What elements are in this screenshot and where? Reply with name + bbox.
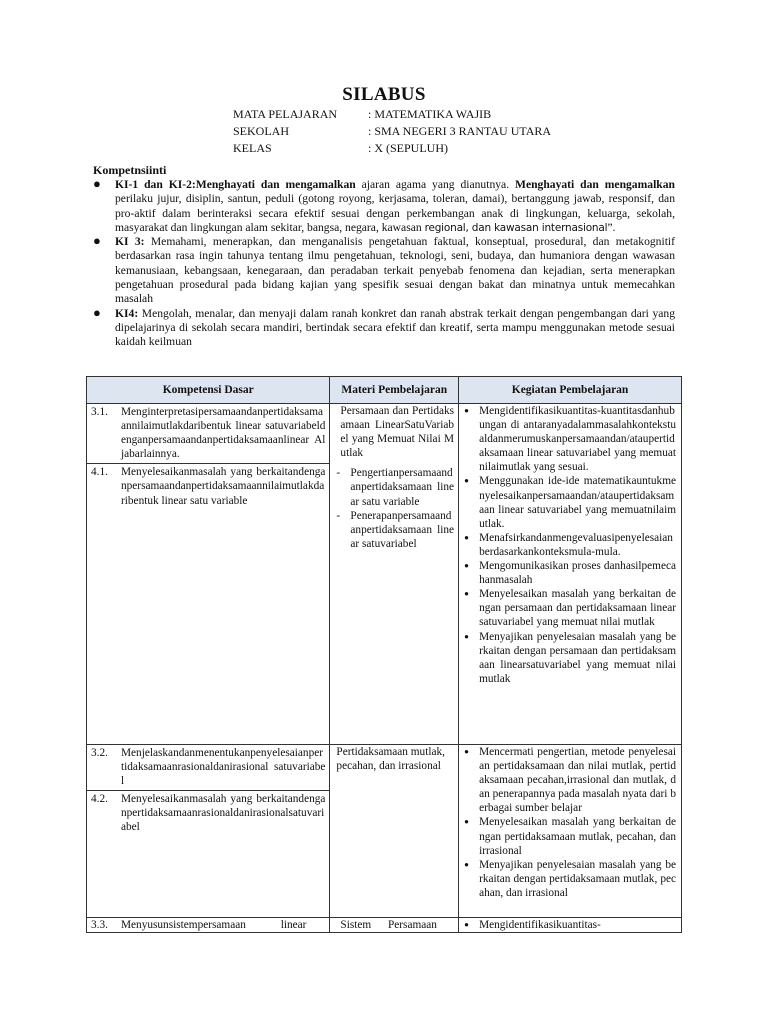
bullet-icon: ●	[93, 233, 101, 249]
materi-sub-item	[336, 509, 454, 551]
kd-cell	[87, 404, 330, 745]
kd-item	[87, 463, 329, 509]
meta-label: SEKOLAH	[233, 124, 289, 138]
ki-label: KI4:	[115, 306, 139, 320]
bullet-icon: ●	[93, 304, 101, 320]
kd-text: Menginterpretasipersamaandanpertidaksamaannilaimutlakdaribentuk linear satuvariabeldenganpersamaandanpertidaksamaanlinear Aljabarlainnya.	[121, 406, 326, 461]
kd-number: 3.2.	[91, 747, 108, 759]
bullet-icon: ●	[93, 176, 101, 191]
table-row	[87, 918, 682, 933]
header-kompetensi-dasar: Kompetensi Dasar	[87, 377, 330, 404]
list-item: ● Menafsirkandanmengevaluasipenyelesaianberdasarkankonteksmula-mula.	[463, 531, 676, 559]
kd-text: Menyelesaikanmasalah yang berkaitandenganpersamaandanpertidaksamaannilaimutlakdaribentuk linear satu variable	[121, 466, 326, 507]
ki-heading: Kompetnsiinti	[93, 163, 167, 177]
materi-sub-text: Pengertianpersamaandanpertidaksamaan linear satu variable	[350, 467, 455, 508]
kd-item	[87, 918, 329, 932]
header-materi: Materi Pembelajaran	[330, 377, 459, 404]
list-item: ● Menyajikan penyelesaian masalah yang berkaitan dengan persamaan dan pertidaksamaan linearsatuvariabel yang memuat nilai mutlak	[463, 630, 676, 686]
meta-row-school	[233, 123, 551, 140]
materi-sub-item	[336, 466, 454, 508]
meta-value: : X (SEPULUH)	[368, 141, 448, 155]
kd-text: Menyusunsistempersamaan linear	[121, 919, 307, 931]
meta-value: : MATEMATIKA WAJIB	[368, 107, 492, 121]
table-row	[87, 745, 682, 918]
dash-icon: -	[336, 509, 341, 522]
kd-cell	[87, 745, 330, 918]
kegiatan-cell	[459, 918, 682, 933]
meta-row-subject	[233, 106, 551, 123]
ki-text: Memahami, menerapkan, dan menganalisis pengetahuan faktual, konseptual, prosedural, dan metakognitif berdasarkan rasa ingin tahunya tentang ilmu pengetahuan, teknologi, seni, budaya, dan humaniora dengan wawasan kemanusiaan, kebangsaan, kenegaraan, dan peradaban terkait penyebab fenomena dan kejadian, serta menerapkan pengetahuan prosedural pada bidang kajian yang spesifik sesuai dengan bakat dan minatnya untuk memecahkan masalah	[115, 235, 675, 306]
list-item: ● Menyajikan penyelesaian masalah yang berkaitan dengan pertidaksamaan mutlak, pecahan, dan irrasional	[463, 858, 676, 900]
materi-cell	[330, 404, 459, 745]
ki-bold-text: Menghayati dan mengamalkan	[515, 178, 675, 191]
document-title: SILABUS	[342, 84, 426, 105]
list-item: ● Menyelesaikan masalah yang berkaitan dengan pertidaksamaan mutlak, pecahan, dan irrasional	[463, 815, 676, 857]
ki-item-3	[93, 235, 675, 306]
materi-cell	[330, 918, 459, 933]
ki-text-end: ”.	[607, 220, 616, 234]
ki-text: Mengolah, menalar, dan menyaji dalam ranah konkret dan ranah abstrak terkait dengan pengembangan dari yang dipelajarinya di sekolah secara mandiri, bertindak secara efektif dan kreatif, serta mampu menggunakan metode sesuai kaidah keilmuan	[115, 306, 675, 349]
ki-list	[93, 178, 675, 350]
dash-icon: -	[336, 467, 341, 480]
kegiatan-list	[459, 404, 681, 686]
kd-cell	[87, 918, 330, 933]
meta-row-class	[233, 140, 551, 157]
meta-label: MATA PELAJARAN	[233, 107, 338, 121]
meta-value: : SMA NEGERI 3 RANTAU UTARA	[368, 124, 552, 138]
list-item: ● Menyelesaikan masalah yang berkaitan dengan persamaan dan pertidaksamaan linearsatuvariabel yang memuat nilai mutlak	[463, 587, 676, 629]
header-kegiatan: Kegiatan Pembelajaran	[459, 377, 682, 404]
kd-item	[87, 745, 329, 790]
kd-number: 3.1.	[91, 406, 108, 418]
materi-cell	[330, 745, 459, 918]
ki-item-4	[93, 304, 675, 350]
ki-item-1-2	[93, 178, 675, 235]
list-item: ● Mengidentifikasikuantitas-	[463, 918, 676, 932]
materi-main: Sistem Persamaan	[340, 919, 437, 931]
materi-sub-text: Penerapanpersamaandanpertidaksamaan linear satuvariabel	[350, 509, 455, 550]
list-item: ● Mencermati pengertian, metode penyelesaian pertidaksamaan dan nilai mutlak, pertidaksamaan pecahan,irrasional dan mutlak, dan penerapannya pada masalah nyata dari berbagai sumber belajar	[463, 745, 676, 815]
materi-main: Pertidaksamaan mutlak, pecahan, dan irrasional	[336, 746, 445, 773]
kegiatan-list	[459, 745, 681, 900]
ki-text: perilaku jujur, disiplin, santun, peduli (gotong royong, kerjasama, toleran, damai), bertanggung jawab, responsif, dan pro-aktif dalam berinteraksi secara efektif sesuai dengan perkembangan anak di lingkungan, keluarga, sekolah, masyarakat dan lingkungan alam sekitar, bangsa, negara, kawasan	[115, 192, 675, 234]
table-header-row	[87, 377, 682, 404]
kd-item	[87, 790, 329, 836]
course-meta	[233, 106, 551, 157]
kegiatan-cell	[459, 745, 682, 918]
materi-sublist	[330, 466, 458, 551]
list-item: ● Mengidentifikasikuantitas-kuantitasdanhubungan di antaranyadalammasalahkontekstualdanmerumuskanpersamaandan/ataupertidaksamaan linear satuvariabel yang memuatnilaimutlak yang sesuai.	[463, 404, 676, 474]
ki-text-alt-font: regional, dan kawasan internasional	[424, 221, 608, 234]
kd-text: Menyelesaikanmasalah yang berkaitandenganpertidaksamaanrasionaldanirasionalsatuvariabel	[121, 793, 326, 834]
materi-main: Persamaan dan Pertidaksamaan LinearSatuVariabel yang Memuat Nilai Mutlak	[340, 405, 455, 460]
kd-number: 4.1.	[91, 466, 108, 479]
syllabus-table	[86, 376, 682, 933]
kd-item	[87, 404, 329, 463]
ki-bold-text: Menghayati dan mengamalkan	[195, 178, 356, 191]
ki-label: KI 3:	[115, 235, 145, 249]
meta-label: KELAS	[233, 141, 272, 155]
list-item: ● Mengomunikasikan proses danhasilpemecahanmasalah	[463, 559, 676, 587]
table-row	[87, 404, 682, 745]
kd-number: 3.3.	[91, 919, 108, 931]
kd-text: Menjelaskandanmenentukanpenyelesaianpertidaksamaanrasionaldanirasional satuvariabel	[121, 747, 326, 788]
list-item: ● Menggunakan ide-ide matematikauntukmenyelesaikanpersamaandan/ataupertidaksamaan linear satuvariabel yang memuatnilaimutlak.	[463, 474, 676, 530]
kd-number: 4.2.	[91, 793, 108, 806]
ki-label: KI-1 dan KI-2:	[115, 178, 196, 191]
kegiatan-cell	[459, 404, 682, 745]
ki-text: ajaran agama yang dianutnya.	[355, 178, 515, 191]
kegiatan-list	[459, 918, 681, 932]
